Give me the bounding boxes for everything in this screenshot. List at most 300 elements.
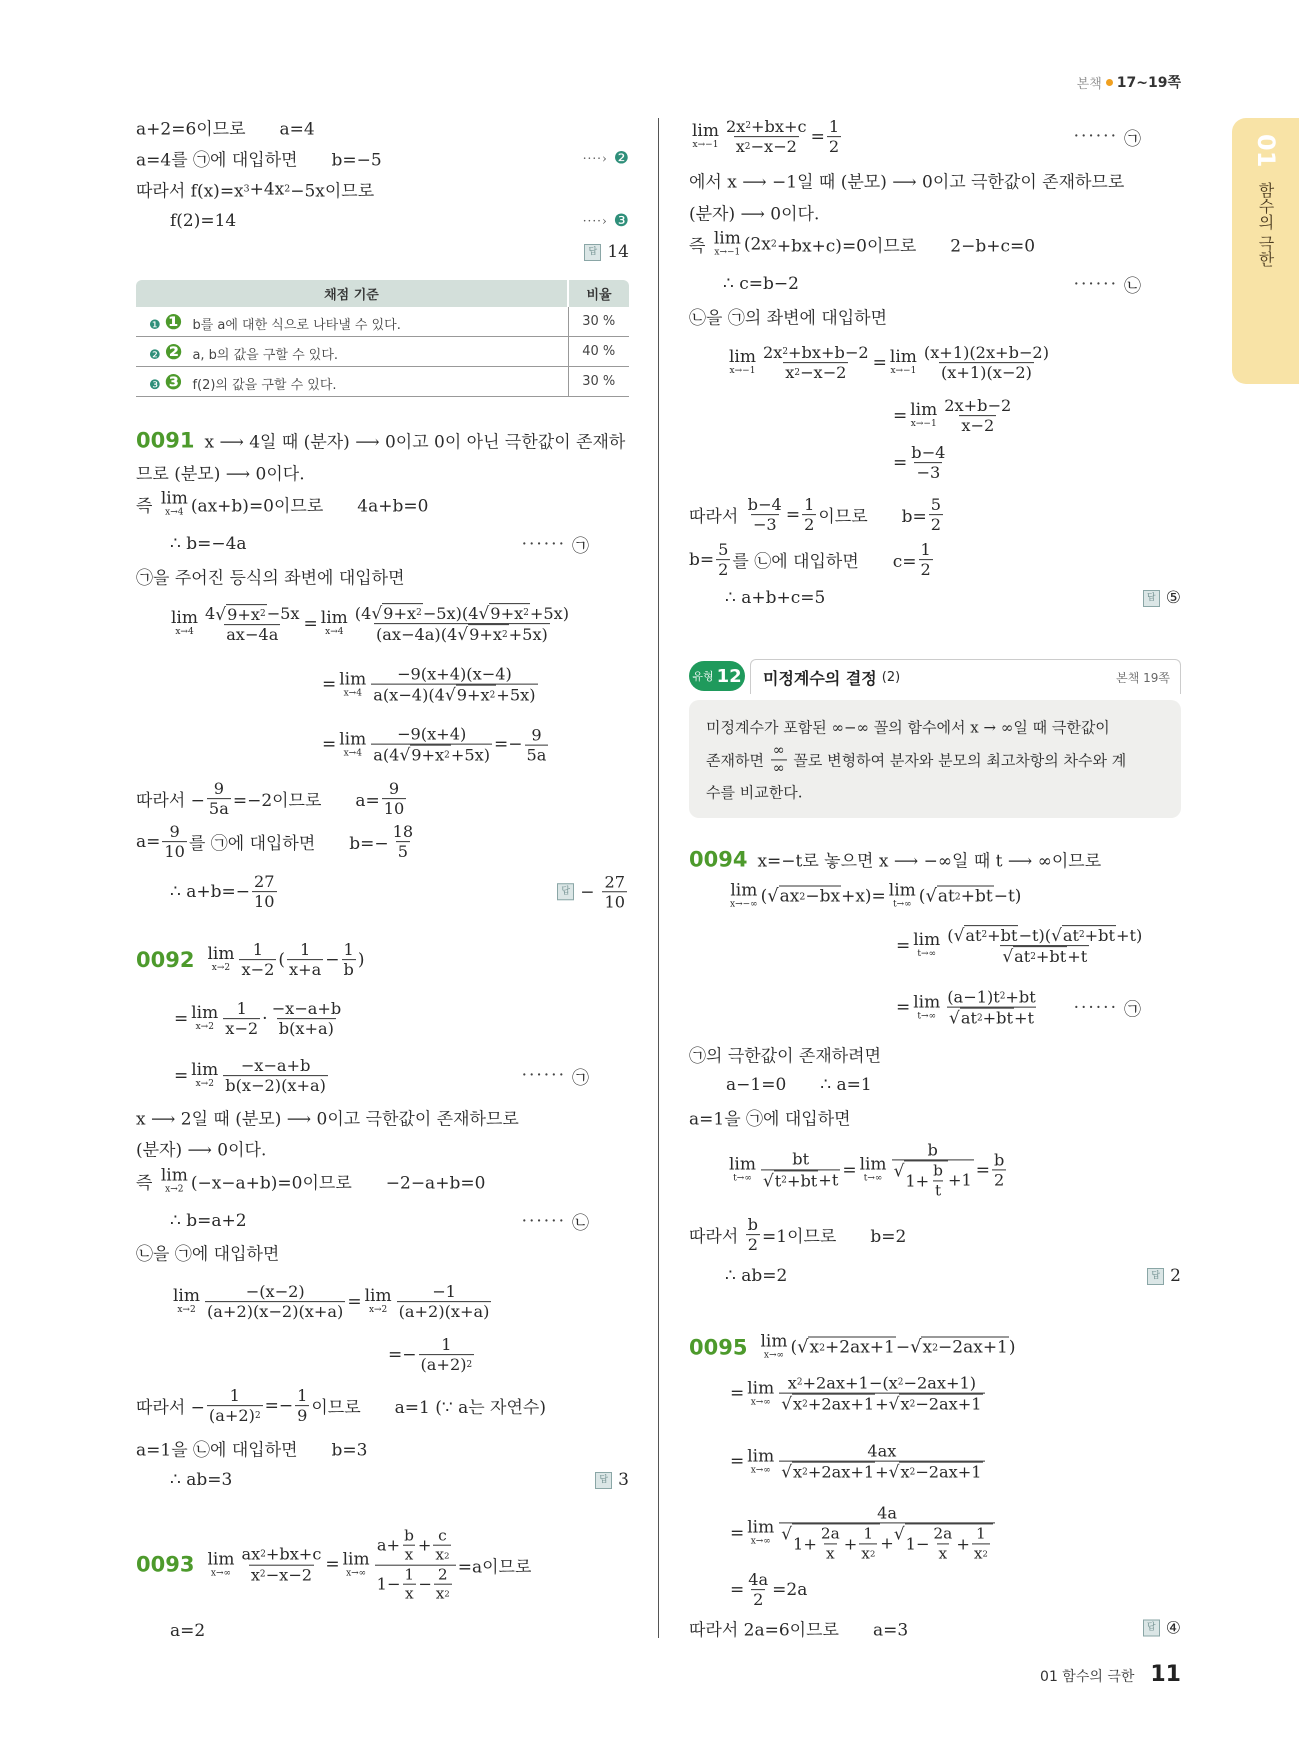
- lim-subscript: x→∞: [750, 1536, 771, 1547]
- lim-word: lim: [747, 1517, 775, 1538]
- lim-word: lim: [729, 347, 756, 368]
- answer: [557, 872, 629, 912]
- math-text: +bx+b−2: [788, 343, 869, 363]
- lim-subscript: x→−1: [910, 419, 937, 430]
- numerator: [865, 1442, 898, 1461]
- math-fraction: [909, 443, 947, 483]
- square-root: [215, 604, 266, 624]
- denominator: [734, 137, 799, 157]
- math-text: +1: [947, 1170, 972, 1190]
- denominator: [342, 960, 356, 980]
- math-text: =−: [388, 1345, 417, 1365]
- math-text: 따라서: [689, 507, 744, 528]
- math-group: [377, 1527, 454, 1565]
- numerator: [992, 1150, 1006, 1169]
- book-label: 본책: [1076, 76, 1102, 92]
- square-root: [894, 1524, 993, 1563]
- math-text: =: [896, 936, 911, 956]
- math-text: ): [1008, 1337, 1016, 1357]
- lim-subscript: x→−1: [729, 366, 756, 377]
- math-group: [906, 1525, 992, 1563]
- math-fraction: [342, 940, 356, 980]
- radicand: [1062, 925, 1116, 945]
- math-group: [373, 745, 490, 765]
- numerator: [827, 117, 841, 136]
- math-text: 1−: [376, 1574, 401, 1594]
- solution-line: [136, 1436, 629, 1461]
- square-root: [763, 1170, 818, 1190]
- math-text: −: [895, 1337, 911, 1357]
- math-text: =: [303, 614, 318, 634]
- solution-line: [136, 1136, 629, 1161]
- math-text: 1: [920, 540, 931, 560]
- math-text: x ⟶ 2일 때 (분모) ⟶ 0이고 극한값이 존재하므로: [136, 1109, 519, 1130]
- denominator: [1000, 946, 1089, 967]
- numerator: [746, 495, 784, 514]
- math-text: =a이므로: [457, 1557, 532, 1578]
- math-text: 5: [930, 495, 942, 515]
- denominator: [375, 1565, 456, 1604]
- dotted-arrow-icon: ····›: [582, 151, 608, 165]
- answer: [595, 1470, 629, 1490]
- answer-icon: 답: [1143, 590, 1160, 607]
- numerator: [875, 1503, 899, 1522]
- math-group: [949, 1008, 1034, 1028]
- math-text: 2: [804, 515, 815, 535]
- math-text: (x+1)(x−2): [940, 363, 1032, 383]
- equation-reference: [1074, 996, 1141, 1021]
- math-text: 따라서 f(x)=x: [136, 181, 244, 202]
- denominator: [779, 1523, 995, 1563]
- lim-operator: [160, 1165, 188, 1195]
- page-footer: [1040, 1662, 1181, 1687]
- math-text: 따라서 2a=6이므로 a=3: [689, 1620, 909, 1641]
- square-root: [1002, 947, 1067, 967]
- ratio-header: 비율: [568, 280, 629, 307]
- math-text: ax−4a: [226, 625, 279, 644]
- superscript: 2: [819, 1342, 826, 1353]
- math-text: at: [1062, 926, 1079, 946]
- math-text: −: [580, 882, 595, 902]
- math-fraction: [771, 742, 787, 777]
- math-text: b=: [689, 550, 715, 570]
- equation-line: [136, 999, 629, 1039]
- equation-line: [689, 988, 1181, 1029]
- math-text: (: [918, 886, 926, 906]
- numerator: [239, 1056, 313, 1075]
- math-text: 5: [718, 540, 729, 560]
- lim-subscript: x→−1: [692, 140, 719, 151]
- math-group: [355, 603, 569, 623]
- math-text: a+: [376, 1535, 401, 1555]
- problem-0095: [689, 1331, 1181, 1361]
- equation-line: [689, 396, 1181, 436]
- solution-line: [689, 1266, 1181, 1286]
- math-text: ∴ a+b+c=5: [725, 588, 826, 608]
- equation-reference: [1074, 272, 1141, 297]
- lim-subscript: t→∞: [733, 1173, 752, 1184]
- type-page-reference: 본책 19쪽: [1116, 670, 1170, 685]
- math-text: ∴ b=a+2: [170, 1211, 247, 1231]
- square-root: [371, 603, 422, 623]
- math-fraction: [716, 540, 730, 580]
- math-text: 2x: [763, 343, 783, 363]
- square-root: [889, 1462, 983, 1482]
- math-text: −bx: [805, 886, 841, 907]
- math-fraction: [929, 495, 943, 535]
- math-text: 27: [604, 872, 625, 892]
- numerator: [974, 1525, 988, 1543]
- math-text: (: [760, 886, 768, 906]
- solution-line: [689, 200, 1181, 225]
- type-title: 미정계수의 결정: [763, 668, 877, 688]
- numerator: [716, 540, 730, 559]
- type-header: [689, 659, 1181, 693]
- math-text: 9+x: [469, 625, 502, 645]
- math-group: [947, 925, 1142, 945]
- math-text: −5x: [266, 604, 300, 624]
- lim-operator: [207, 1549, 235, 1579]
- radical-sign-icon: √: [399, 745, 411, 765]
- math-text: ⑤: [1165, 588, 1181, 608]
- equation-line: [689, 1374, 1181, 1415]
- denominator: [162, 842, 187, 862]
- type-badge-label: 유형: [692, 670, 714, 683]
- math-text: −2ax+1: [915, 1395, 982, 1414]
- lim-subscript: x→2: [195, 1079, 214, 1090]
- answer-line: [136, 242, 629, 262]
- numerator: [251, 940, 265, 959]
- math-group: [457, 686, 496, 705]
- step-marker: ❸: [149, 377, 161, 393]
- type-badge-number: 12: [716, 665, 742, 687]
- math-text: x: [973, 1544, 983, 1563]
- math-text: b: [994, 1150, 1005, 1170]
- math-text: 2x+b−2: [944, 396, 1012, 416]
- lim-word: lim: [171, 608, 198, 629]
- math-text: x ⟶ 4일 때 (분자) ⟶ 0이고 0이 아닌 극한값이 존재하: [204, 432, 626, 453]
- numerator: [402, 1527, 416, 1545]
- superscript: 2: [489, 690, 496, 701]
- math-group: [209, 1407, 261, 1426]
- solution-line: [136, 1105, 629, 1130]
- lim-word: lim: [747, 1378, 775, 1399]
- radical-sign-icon: √: [925, 885, 937, 907]
- math-text: =: [893, 406, 908, 426]
- equation-line: [689, 1140, 1181, 1199]
- math-text: 존재하면: [706, 751, 769, 770]
- superscript: 2: [909, 1399, 916, 1410]
- solution-line: [689, 1215, 1181, 1255]
- math-text: (4: [354, 603, 372, 623]
- superscript: 2: [1078, 930, 1085, 941]
- math-text: +4x: [249, 179, 285, 199]
- math-text: a=2: [170, 1621, 206, 1641]
- bullet-dot-icon: [1106, 79, 1113, 86]
- math-text: =: [842, 1160, 857, 1180]
- lim-word: lim: [913, 930, 941, 951]
- math-fraction: [391, 822, 416, 862]
- math-fraction: [931, 1162, 945, 1200]
- math-text: −(x−2): [245, 1282, 305, 1302]
- math-text: 1: [343, 940, 354, 960]
- math-text: −9(x+4)(x−4): [396, 664, 512, 684]
- solution-line: [136, 488, 629, 518]
- superscript: 2: [444, 1550, 450, 1561]
- lim-operator: [171, 608, 198, 638]
- numerator: [724, 117, 809, 136]
- math-text: =: [347, 1292, 362, 1312]
- solution-line: [136, 872, 629, 912]
- math-group: [793, 1525, 879, 1563]
- math-text: 1: [975, 1524, 986, 1543]
- math-fraction: [419, 1335, 475, 1375]
- math-text: 수를 비교한다.: [706, 783, 803, 802]
- step-number: ❸: [613, 211, 629, 231]
- page-reference: [1077, 72, 1181, 92]
- math-text: 4a: [748, 1570, 769, 1590]
- radicand: [808, 1337, 895, 1358]
- math-fraction: [525, 725, 549, 765]
- radical-sign-icon: √: [893, 1523, 905, 1544]
- equation-line: [689, 925, 1181, 967]
- superscript: 2: [1030, 951, 1036, 962]
- math-text: 2x: [726, 117, 746, 137]
- math-text: +: [880, 1533, 894, 1553]
- math-group: [793, 1395, 874, 1414]
- criteria-header: 채점 기준: [136, 280, 568, 307]
- math-group: [788, 1374, 976, 1393]
- math-group: [785, 364, 846, 383]
- equation-label: ㉠: [572, 1068, 589, 1089]
- superscript: 2: [909, 1467, 916, 1478]
- solution-line: [136, 460, 629, 485]
- lim-operator: [913, 992, 941, 1022]
- equation-line: [136, 1335, 629, 1375]
- lim-word: lim: [160, 488, 188, 509]
- superscript: 2: [745, 121, 752, 132]
- numerator: [235, 999, 249, 1018]
- denominator: [397, 1302, 492, 1322]
- column-divider: [658, 118, 659, 1638]
- math-fraction: [203, 604, 302, 645]
- superscript: 2: [976, 1013, 983, 1024]
- math-group: [947, 988, 1036, 1007]
- math-text: ): [357, 950, 365, 970]
- superscript: 2: [444, 750, 450, 761]
- denominator: [207, 799, 231, 819]
- tip-line: [706, 782, 1166, 803]
- solution-line: [136, 115, 629, 140]
- math-group: [965, 926, 1017, 945]
- math-text: 2: [828, 137, 840, 157]
- ellipsis-dots: ······: [521, 1211, 566, 1231]
- superscript: 2: [982, 1548, 988, 1559]
- lim-word: lim: [339, 729, 367, 750]
- lim-word: lim: [692, 121, 719, 142]
- superscript: 3: [243, 183, 250, 195]
- lim-subscript: t→∞: [917, 949, 937, 960]
- chapter-side-tab[interactable]: [1232, 118, 1299, 384]
- math-fraction: [434, 1566, 452, 1604]
- math-text: a+2=6이므로 a=4: [136, 119, 315, 140]
- math-group: [861, 1544, 875, 1562]
- math-fraction: [353, 603, 571, 645]
- table-row: [136, 337, 629, 367]
- math-text: 에서 x ⟶ −1일 때 (분모) ⟶ 0이고 극한값이 존재하므로: [689, 172, 1125, 193]
- numerator: [395, 725, 468, 744]
- type-title-box: [750, 659, 1181, 694]
- math-text: 9: [531, 725, 542, 745]
- math-group: [1063, 926, 1115, 945]
- denominator: [602, 892, 627, 912]
- numerator: [270, 999, 344, 1018]
- superscript: 2: [254, 1410, 261, 1421]
- math-text: 1: [252, 940, 264, 960]
- denominator: [371, 684, 537, 705]
- ellipsis-dots: ······: [521, 1066, 566, 1086]
- denominator: [223, 1019, 260, 1039]
- math-fraction: [371, 725, 492, 766]
- equation-reference: [522, 1064, 589, 1089]
- solution-line: [136, 1165, 629, 1195]
- math-text: +: [875, 1462, 889, 1482]
- chapter-title: 함수의 극한: [1256, 182, 1275, 268]
- math-text: 9: [297, 1406, 308, 1426]
- radicand: [382, 603, 423, 623]
- math-text: at: [937, 886, 955, 907]
- lim-word: lim: [364, 1286, 392, 1307]
- answer-icon: 답: [1143, 1620, 1160, 1637]
- denominator: [779, 1393, 984, 1414]
- lim-operator: [760, 1331, 788, 1361]
- problem-0091: [136, 428, 629, 453]
- math-text: +t: [818, 1170, 839, 1190]
- denominator: [771, 760, 787, 778]
- lim-operator: [160, 488, 188, 518]
- lim-word: lim: [191, 1060, 219, 1081]
- math-text: ∴ ab=3: [170, 1470, 233, 1490]
- math-text: 즉: [136, 1173, 158, 1194]
- math-group: [373, 685, 535, 705]
- math-text: 9: [213, 779, 225, 799]
- math-text: +: [417, 1535, 432, 1555]
- solution-line: [689, 1616, 1181, 1641]
- numerator: [402, 1566, 416, 1584]
- math-fraction: [919, 540, 933, 580]
- math-text: (: [790, 1337, 798, 1357]
- chapter-number: 01: [1252, 134, 1280, 168]
- criteria-text: [164, 339, 339, 364]
- tip-line: [706, 717, 1166, 738]
- math-fraction: [819, 1525, 842, 1563]
- solution-line: [689, 1105, 1181, 1130]
- radical-sign-icon: √: [1002, 946, 1014, 967]
- denominator: [239, 960, 276, 980]
- math-group: [763, 343, 869, 362]
- math-text: +5x): [508, 625, 548, 644]
- numerator: [439, 1335, 453, 1354]
- denominator: [933, 1180, 943, 1199]
- square-root: [954, 925, 1019, 945]
- numerator: [942, 396, 1013, 415]
- denominator: [403, 1584, 416, 1603]
- denominator: [374, 624, 550, 645]
- numerator: [353, 603, 571, 623]
- numerator: [790, 1150, 811, 1169]
- square-root: [479, 603, 530, 623]
- math-group: [781, 1524, 993, 1563]
- math-group: [736, 138, 797, 157]
- lim-word: lim: [760, 1331, 788, 1352]
- problem-number: ❸: [164, 369, 183, 394]
- math-text: b를 a에 대한 식으로 나타낼 수 있다.: [192, 317, 401, 333]
- radical-sign-icon: √: [893, 1160, 905, 1181]
- radicand: [899, 1394, 982, 1414]
- radical-sign-icon: √: [478, 603, 490, 624]
- math-text: +bx+c: [751, 117, 807, 137]
- numerator: [861, 1525, 875, 1543]
- math-text: b: [747, 1215, 759, 1235]
- denominator: [295, 1406, 309, 1426]
- equation-line: [689, 880, 1181, 910]
- math-group: [726, 117, 807, 136]
- math-group: [251, 1566, 312, 1585]
- denominator: [947, 1007, 1036, 1028]
- lim-operator: [173, 1286, 200, 1316]
- math-text: at: [965, 926, 982, 946]
- lim-word: lim: [730, 880, 758, 901]
- radical-sign-icon: √: [797, 1336, 809, 1358]
- lim-word: lim: [160, 1165, 188, 1186]
- superscript: 2: [794, 367, 800, 378]
- superscript: 2: [466, 1359, 473, 1370]
- math-text: 2: [718, 560, 729, 580]
- math-group: [241, 1545, 321, 1564]
- problem-0093: [136, 1527, 629, 1604]
- math-text: −x−a+b: [271, 999, 342, 1019]
- lim-word: lim: [173, 1286, 200, 1307]
- math-fraction: [746, 495, 784, 535]
- math-text: ∴ ab=2: [725, 1266, 788, 1286]
- solution-line: [136, 822, 629, 862]
- equation-line: [689, 443, 1181, 483]
- math-text: 9+x: [456, 686, 490, 705]
- math-text: 1: [229, 1386, 240, 1406]
- numerator: [945, 988, 1038, 1007]
- ratio-cell: 30 %: [568, 307, 629, 337]
- lim-operator: [747, 1446, 775, 1476]
- math-text: (a+2): [208, 1406, 255, 1426]
- math-text: −5x이므로: [290, 181, 375, 202]
- criteria-text: [164, 369, 337, 394]
- math-text: ∴ c=b−2: [723, 274, 799, 294]
- math-group: [1014, 948, 1066, 967]
- math-text: 1−: [905, 1534, 930, 1553]
- math-text: −1: [432, 1282, 456, 1302]
- denominator: [859, 1543, 877, 1562]
- denominator: [249, 1565, 314, 1585]
- lim-word: lim: [342, 1549, 370, 1570]
- math-text: 1+: [793, 1534, 817, 1553]
- numerator: [761, 343, 871, 362]
- math-text: x: [825, 1544, 835, 1563]
- lim-word: lim: [339, 669, 367, 690]
- step-number: ❷: [613, 148, 629, 168]
- tip-line: [706, 742, 1166, 777]
- math-text: at: [1014, 947, 1031, 967]
- math-text: ·: [262, 1009, 268, 1029]
